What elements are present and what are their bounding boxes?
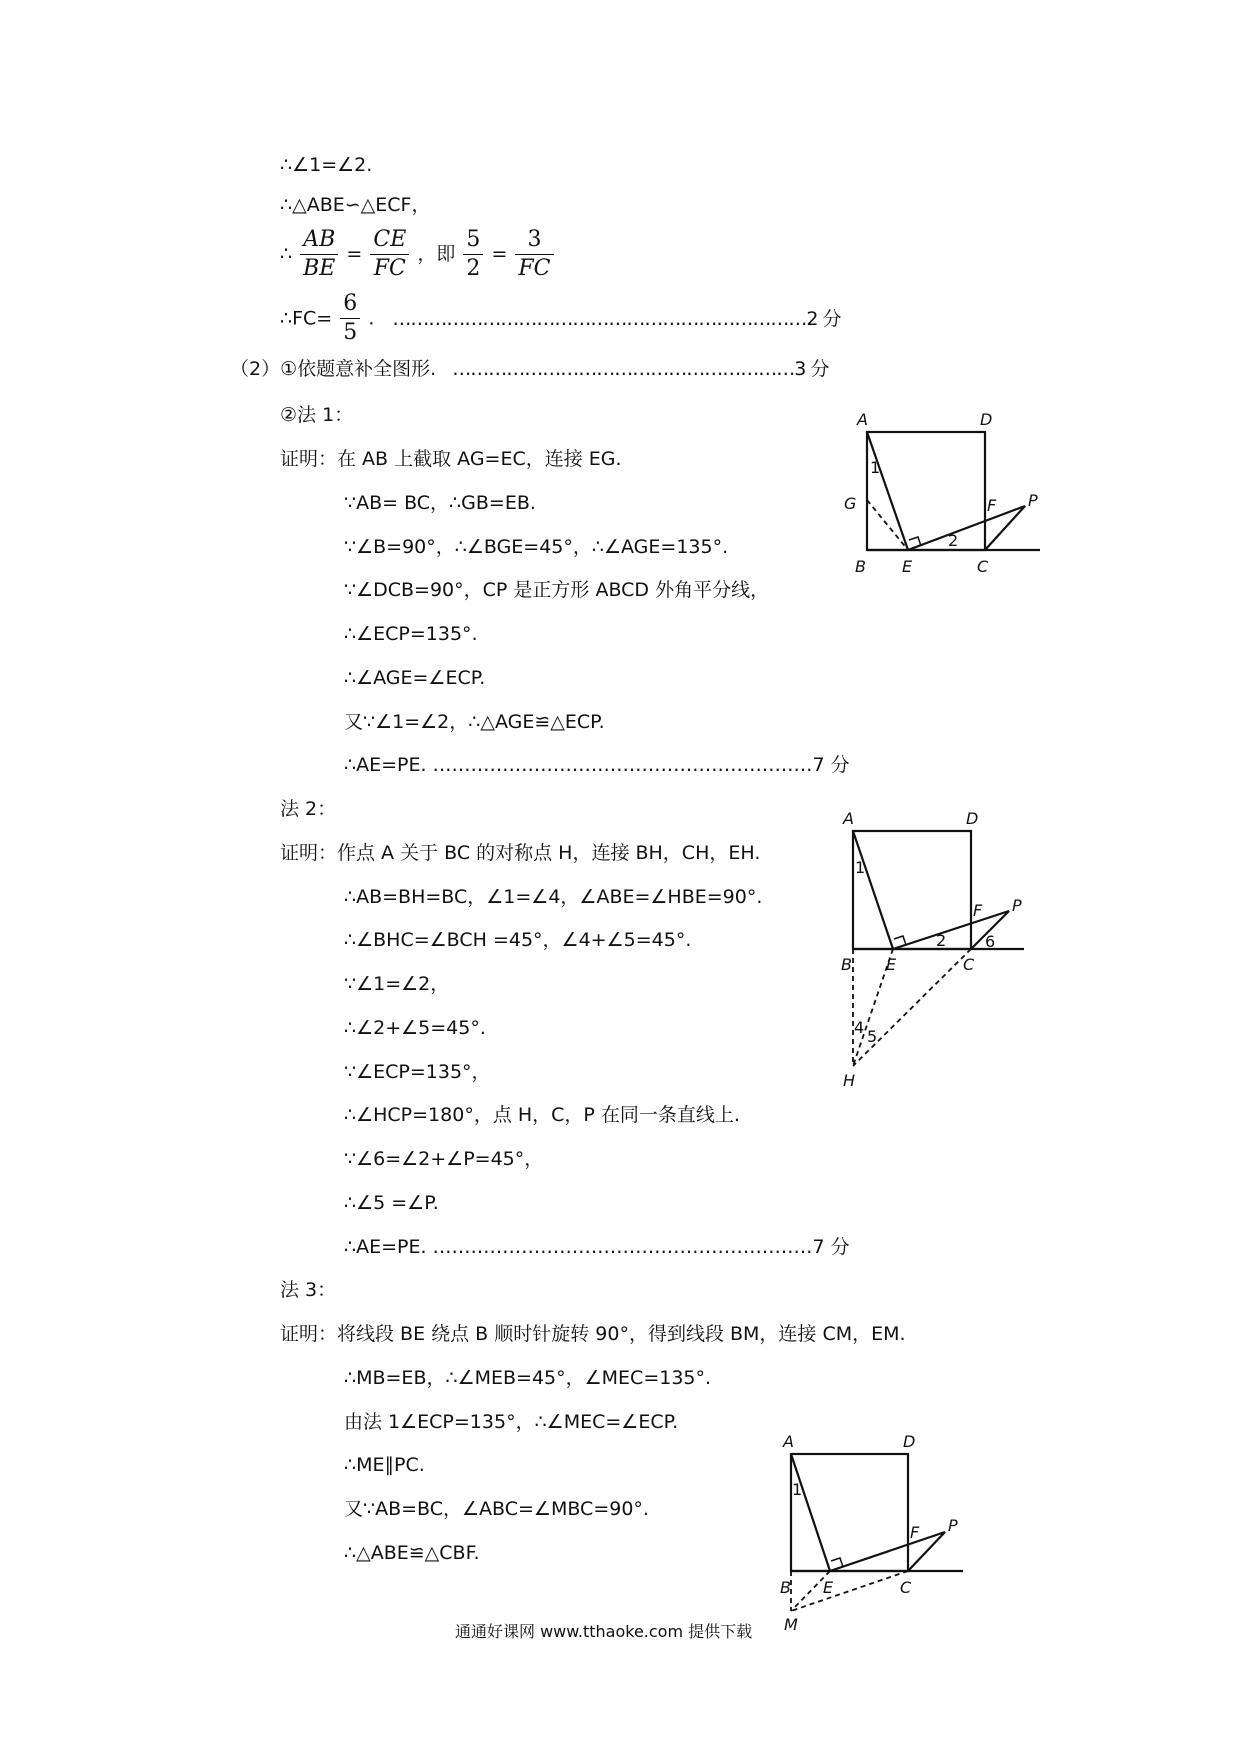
m3-line: ∴△ABE≌△CBF. <box>344 1542 480 1564</box>
label-angle-4: 4 <box>854 1018 865 1037</box>
label-b: B <box>855 557 866 576</box>
label-d: D <box>966 809 979 828</box>
label-a: A <box>857 410 868 429</box>
m3-line: 又∵AB=BC，∠ABC=∠MBC=90°. <box>344 1498 649 1520</box>
segment-ae <box>791 1454 830 1571</box>
label-m: M <box>784 1615 798 1634</box>
label-g: G <box>844 494 857 513</box>
figure-method3 <box>770 1430 995 1645</box>
m1-line: ∵∠DCB=90°，CP 是正方形 ABCD 外角平分线， <box>344 579 770 601</box>
square-abcd <box>867 432 985 550</box>
dashed-cm <box>791 1571 908 1611</box>
m2-line: ∴∠5 =∠P. <box>344 1192 439 1214</box>
method1-title: ②法 1： <box>280 404 354 426</box>
m1-line: 证明：在 AB 上截取 AG=EC，连接 EG. <box>280 448 622 470</box>
m2-line: 证明：作点 A 关于 BC 的对称点 H，连接 BH，CH，EH. <box>280 842 761 864</box>
method2-title: 法 2： <box>280 798 337 820</box>
label-angle-1: 1 <box>855 858 866 877</box>
m3-line: ∴MB=EB，∴∠MEB=45°，∠MEC=135°. <box>344 1367 712 1389</box>
fraction-3-fc: $\frac{3}{FC}$ <box>515 226 553 283</box>
m2-line: ∵∠ECP=135°， <box>344 1061 491 1083</box>
m1-line: ∴∠ECP=135°. <box>344 623 478 645</box>
label-angle-2: 2 <box>936 931 947 950</box>
fraction-5-2: $\frac{5}{2}$ <box>463 226 483 283</box>
label-p: P <box>948 1516 958 1535</box>
dashed-ch <box>853 949 971 1066</box>
step-similar-triangles: ∴△ABE∽△ECF， <box>280 194 431 216</box>
m1-line: ∴AE=PE. ……………………………………………………7 分 <box>344 754 850 776</box>
segment-ae <box>867 432 908 550</box>
label-p: P <box>1012 896 1022 915</box>
m2-line: ∴∠2+∠5=45°. <box>344 1017 486 1039</box>
figure-method2 <box>826 803 1061 1088</box>
m2-line: ∵∠6=∠2+∠P=45°， <box>344 1148 544 1170</box>
fraction-ce-fc: $\frac{CE}{FC}$ <box>370 226 409 283</box>
m1-line: ∴∠AGE=∠ECP. <box>344 667 486 689</box>
m2-line: ∴∠HCP=180°，点 H，C，P 在同一条直线上. <box>344 1104 740 1126</box>
figure-method1 <box>840 405 1070 580</box>
m3-line: ∴ME∥PC. <box>344 1454 425 1476</box>
m2-line: ∴AB=BH=BC，∠1=∠4，∠ABE=∠HBE=90°. <box>344 886 763 908</box>
segment-ep-pc <box>908 506 1025 550</box>
step-angle-equal: ∴∠1=∠2. <box>280 154 373 176</box>
label-angle-6: 6 <box>985 932 996 951</box>
part2-heading: （2）①依题意补全图形. …………………………………………………3 分 <box>230 358 829 380</box>
square-abcd <box>853 831 971 949</box>
m2-line: ∵∠1=∠2， <box>344 973 450 995</box>
page-footer: 通通好课网 www.tthaoke.com 提供下载 <box>455 1622 753 1641</box>
segment-ae <box>853 831 893 949</box>
label-c: C <box>900 1578 912 1597</box>
label-f: F <box>910 1523 920 1542</box>
segment-ep-pc <box>830 1532 945 1571</box>
label-d: D <box>903 1432 916 1451</box>
step-ratio: ∴ $\frac{AB}{BE}$ = $\frac{CE}{FC}$ ，即 $\frac{5}{2}$ = $\frac{3}{FC}$ <box>280 226 556 282</box>
m1-line: ∵∠B=90°，∴∠BGE=45°，∴∠AGE=135°. <box>344 536 729 558</box>
m2-line: ∴∠BHC=∠BCH =45°，∠4+∠5=45°. <box>344 929 692 951</box>
label-a: A <box>843 809 854 828</box>
m2-line: ∴AE=PE. ……………………………………………………7 分 <box>344 1236 850 1258</box>
label-a: A <box>783 1432 794 1451</box>
label-f: F <box>987 496 997 515</box>
square-abcd <box>791 1454 908 1571</box>
right-angle-mark <box>831 1558 843 1567</box>
label-e: E <box>886 955 897 974</box>
m3-line: 由法 1∠ECP=135°，∴∠MEC=∠ECP. <box>344 1411 679 1433</box>
label-d: D <box>980 410 993 429</box>
label-b: B <box>780 1578 791 1597</box>
step-fc-value: ∴FC= $\frac{6}{5}$ . ……………………………………………………………2 分 <box>280 291 841 345</box>
label-f: F <box>973 901 983 920</box>
fraction-ab-be: $\frac{AB}{BE}$ <box>300 226 338 283</box>
fraction-6-5: $\frac{6}{5}$ <box>340 290 360 347</box>
m3-line: 证明：将线段 BE 绕点 B 顺时针旋转 90°，得到线段 BM，连接 CM，EM. <box>280 1323 906 1345</box>
dashed-ge <box>867 500 908 550</box>
label-angle-5: 5 <box>867 1027 878 1046</box>
right-angle-mark <box>894 936 906 945</box>
label-c: C <box>977 557 989 576</box>
m1-line: 又∵∠1=∠2，∴△AGE≌△ECP. <box>344 711 605 733</box>
label-b: B <box>841 955 852 974</box>
label-h: H <box>843 1071 856 1090</box>
label-angle-1: 1 <box>792 1480 803 1499</box>
method3-title: 法 3： <box>280 1279 337 1301</box>
label-angle-2: 2 <box>948 531 959 550</box>
label-e: E <box>823 1578 834 1597</box>
label-p: P <box>1028 491 1038 510</box>
label-angle-1: 1 <box>870 458 881 477</box>
m1-line: ∵AB= BC，∴GB=EB. <box>344 492 536 514</box>
label-e: E <box>902 557 913 576</box>
label-c: C <box>963 955 975 974</box>
